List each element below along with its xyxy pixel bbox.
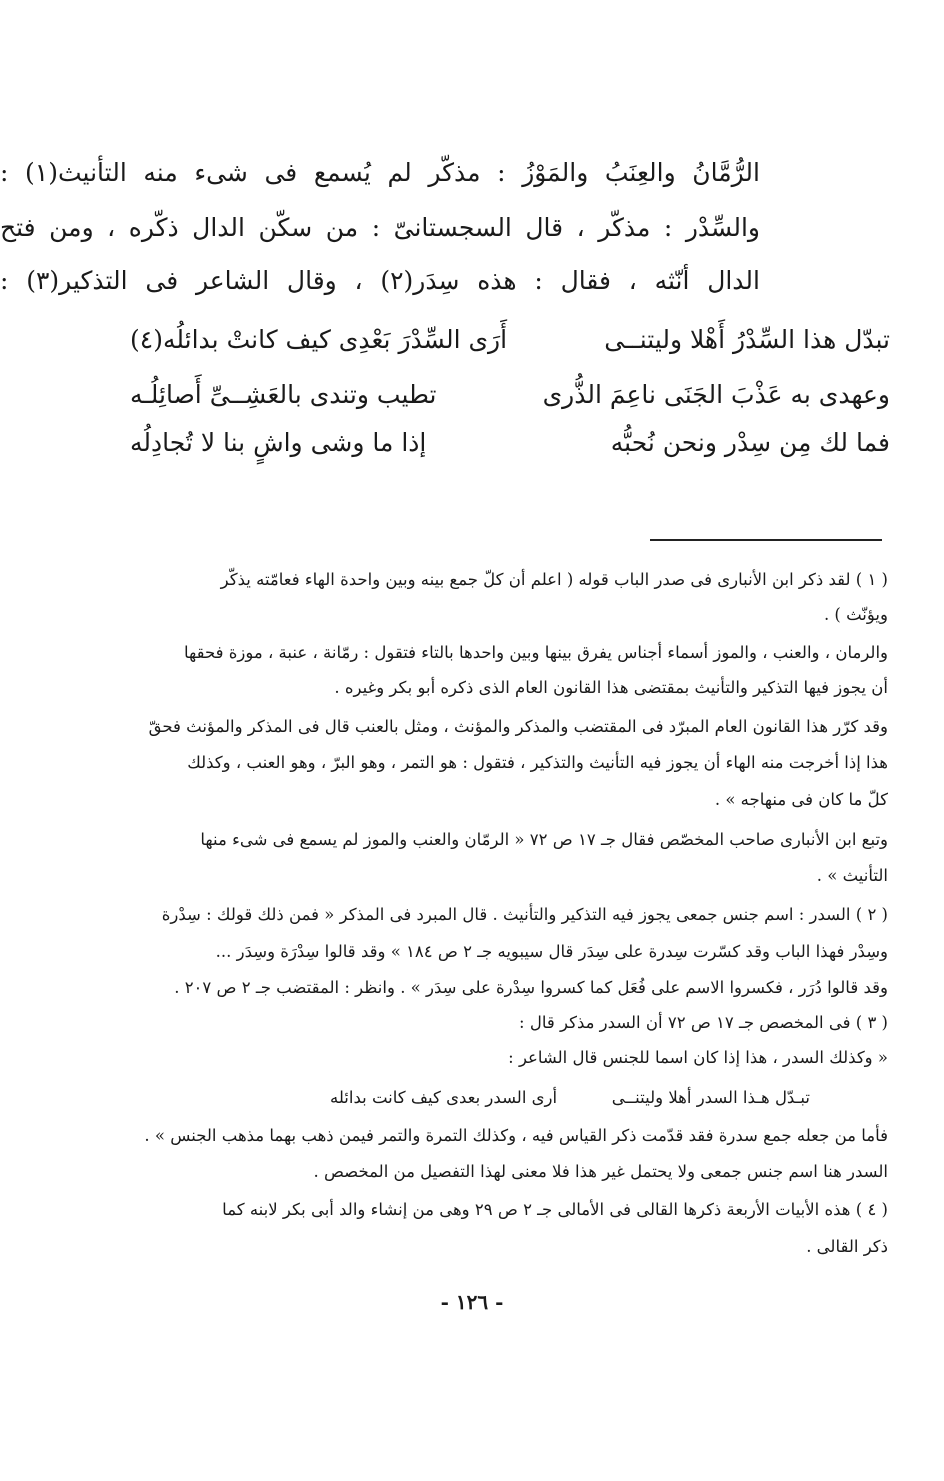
footnote-1-line-8: وتبع ابن الأنبارى صاحب المخصّص فقال جـ ١٧ ص ٧٢ « الرمّان والعنب والموز لم يسمع فى شىء منها (200, 830, 888, 849)
footnote-3-verse (330, 1088, 810, 1107)
body-line-3: الدال أنّثه ، فقال : هذه سِدَر(٢) ، وقال الشاعر فى التذكير(٣) : (0, 266, 760, 295)
footnote-3-verse-first: تبـدّل هـذا السدر أهلا وليتنــى (611, 1088, 810, 1107)
verse-3-first-hemistich: فما لك مِن سِدْر ونحن نُحبُّه (610, 428, 890, 457)
verse-2-second-hemistich: تطيب وتندى بالعَشِــىِّ أَصائِلُـه (130, 380, 437, 409)
body-line-1: الرُّمَّانُ والعِنَبُ والمَوْزُ : مذكّر لم يُسمع فى شىء منه التأنيث(١) : (0, 158, 760, 187)
footnote-1-line-3: والرمان ، والعنب ، والموز أسماء أجناس يفرق بينها وبين واحدها بالتاء فتقول : رمّانة ، عنبة ، موزة فحقها (184, 643, 888, 662)
footnote-1-line-6: هذا إذا أخرجت منه الهاء أن يجوز فيه التأنيث والتذكير ، فتقول : هو التمر ، وهو البرّ ، وهو العنب ، وكذلك (187, 753, 888, 772)
footnote-1-line-4: أن يجوز فيها التذكير والتأنيث بمقتضى هذا القانون العام الذى ذكره أبو بكر وغيره . (334, 678, 888, 697)
poem-verse-3 (130, 428, 890, 457)
footnote-1-line-9: التأنيث » . (816, 866, 888, 885)
verse-1-second-hemistich: أَرَى السِّدْرَ بَعْدِى كيف كانتْ بدائلُه(٤) (130, 325, 508, 354)
verse-3-second-hemistich: إذا ما وشى واشٍ بنا لا تُجادِلُه (130, 428, 427, 457)
footnote-4-line-2: ذكر القالى . (806, 1237, 888, 1256)
footnote-3-verse-second: أرى السدر بعدى كيف كانت بدائله (330, 1088, 558, 1107)
verse-1-first-hemistich: تبدّل هذا السِّدْرُ أَهْلا وليتنــى (604, 325, 890, 354)
body-line-2: والسِّدْر : مذكّر ، قال السجستانىّ : من سكّن الدال ذكّره ، ومن فتح (0, 213, 760, 242)
footnote-3-line-3: فأما من جعله جمع سدرة فقد قدّمت ذكر القياس فيه ، وكذلك التمرة والتمر فيمن ذهب بهما مذهب الجنس » . (144, 1126, 888, 1145)
footnote-3-line-2: « وكذلك السدر ، هذا إذا كان اسما للجنس قال الشاعر : (508, 1048, 888, 1067)
footnote-separator (650, 539, 882, 541)
footnote-1-line-1: ( ١ ) لقد ذكر ابن الأنبارى فى صدر الباب قوله ( اعلم أن كلّ جمع بينه وبين واحدة الهاء فعامّته يذكّر (220, 570, 888, 589)
verse-2-first-hemistich: وعهدى به عَذْبَ الجَنَى ناعِمَ الذُّرى (542, 380, 890, 409)
footnote-1-line-2: ويؤنّث ) . (823, 605, 888, 624)
poem-verse-1 (130, 325, 890, 354)
footnote-4-line-1: ( ٤ ) هذه الأبيات الأربعة ذكرها القالى فى الأمالى جـ ٢ ص ٢٩ وهى من إنشاء والد أبى بكر لابنه كما (222, 1200, 888, 1219)
poem-verse-2 (130, 380, 890, 409)
footnote-2-line-3: وقد قالوا دُرَر ، فكسروا الاسم على فُعَل كما كسروا سِدْرة على سِدَر » . وانظر : المقتضب جـ ٢ ص ٢٠٧ . (174, 978, 888, 997)
footnote-1-line-5: وقد كرّر هذا القانون العام المبرّد فى المقتضب والمذكر والمؤنث ، ومثل بالعنب قال فى المذكر والمؤنث فحقّ (148, 717, 888, 736)
footnote-2-line-1: ( ٢ ) السدر : اسم جنس جمعى يجوز فيه التذكير والتأنيث . قال المبرد فى المذكر « فمن ذلك قولك : سِدْرة (161, 905, 888, 924)
footnote-3-line-1: ( ٣ ) فى المخصص جـ ١٧ ص ٧٢ أن السدر مذكر قال : (519, 1013, 888, 1032)
footnote-3-line-4: السدر هنا اسم جنس جمعى ولا يحتمل غير هذا فلا معنى لهذا التفصيل من المخصص . (313, 1162, 888, 1181)
footnote-1-line-7: كلّ ما كان فى منهاجه » . (714, 790, 888, 809)
page-number: - ١٢٦ - (440, 1290, 504, 1314)
footnote-2-line-2: وسِدْر فهذا الباب وقد كسّرت سِدرة على سِدَر قال سيبويه جـ ٢ ص ١٨٤ » وقد قالوا سِدْرَة وسِدَر ... (215, 942, 888, 961)
